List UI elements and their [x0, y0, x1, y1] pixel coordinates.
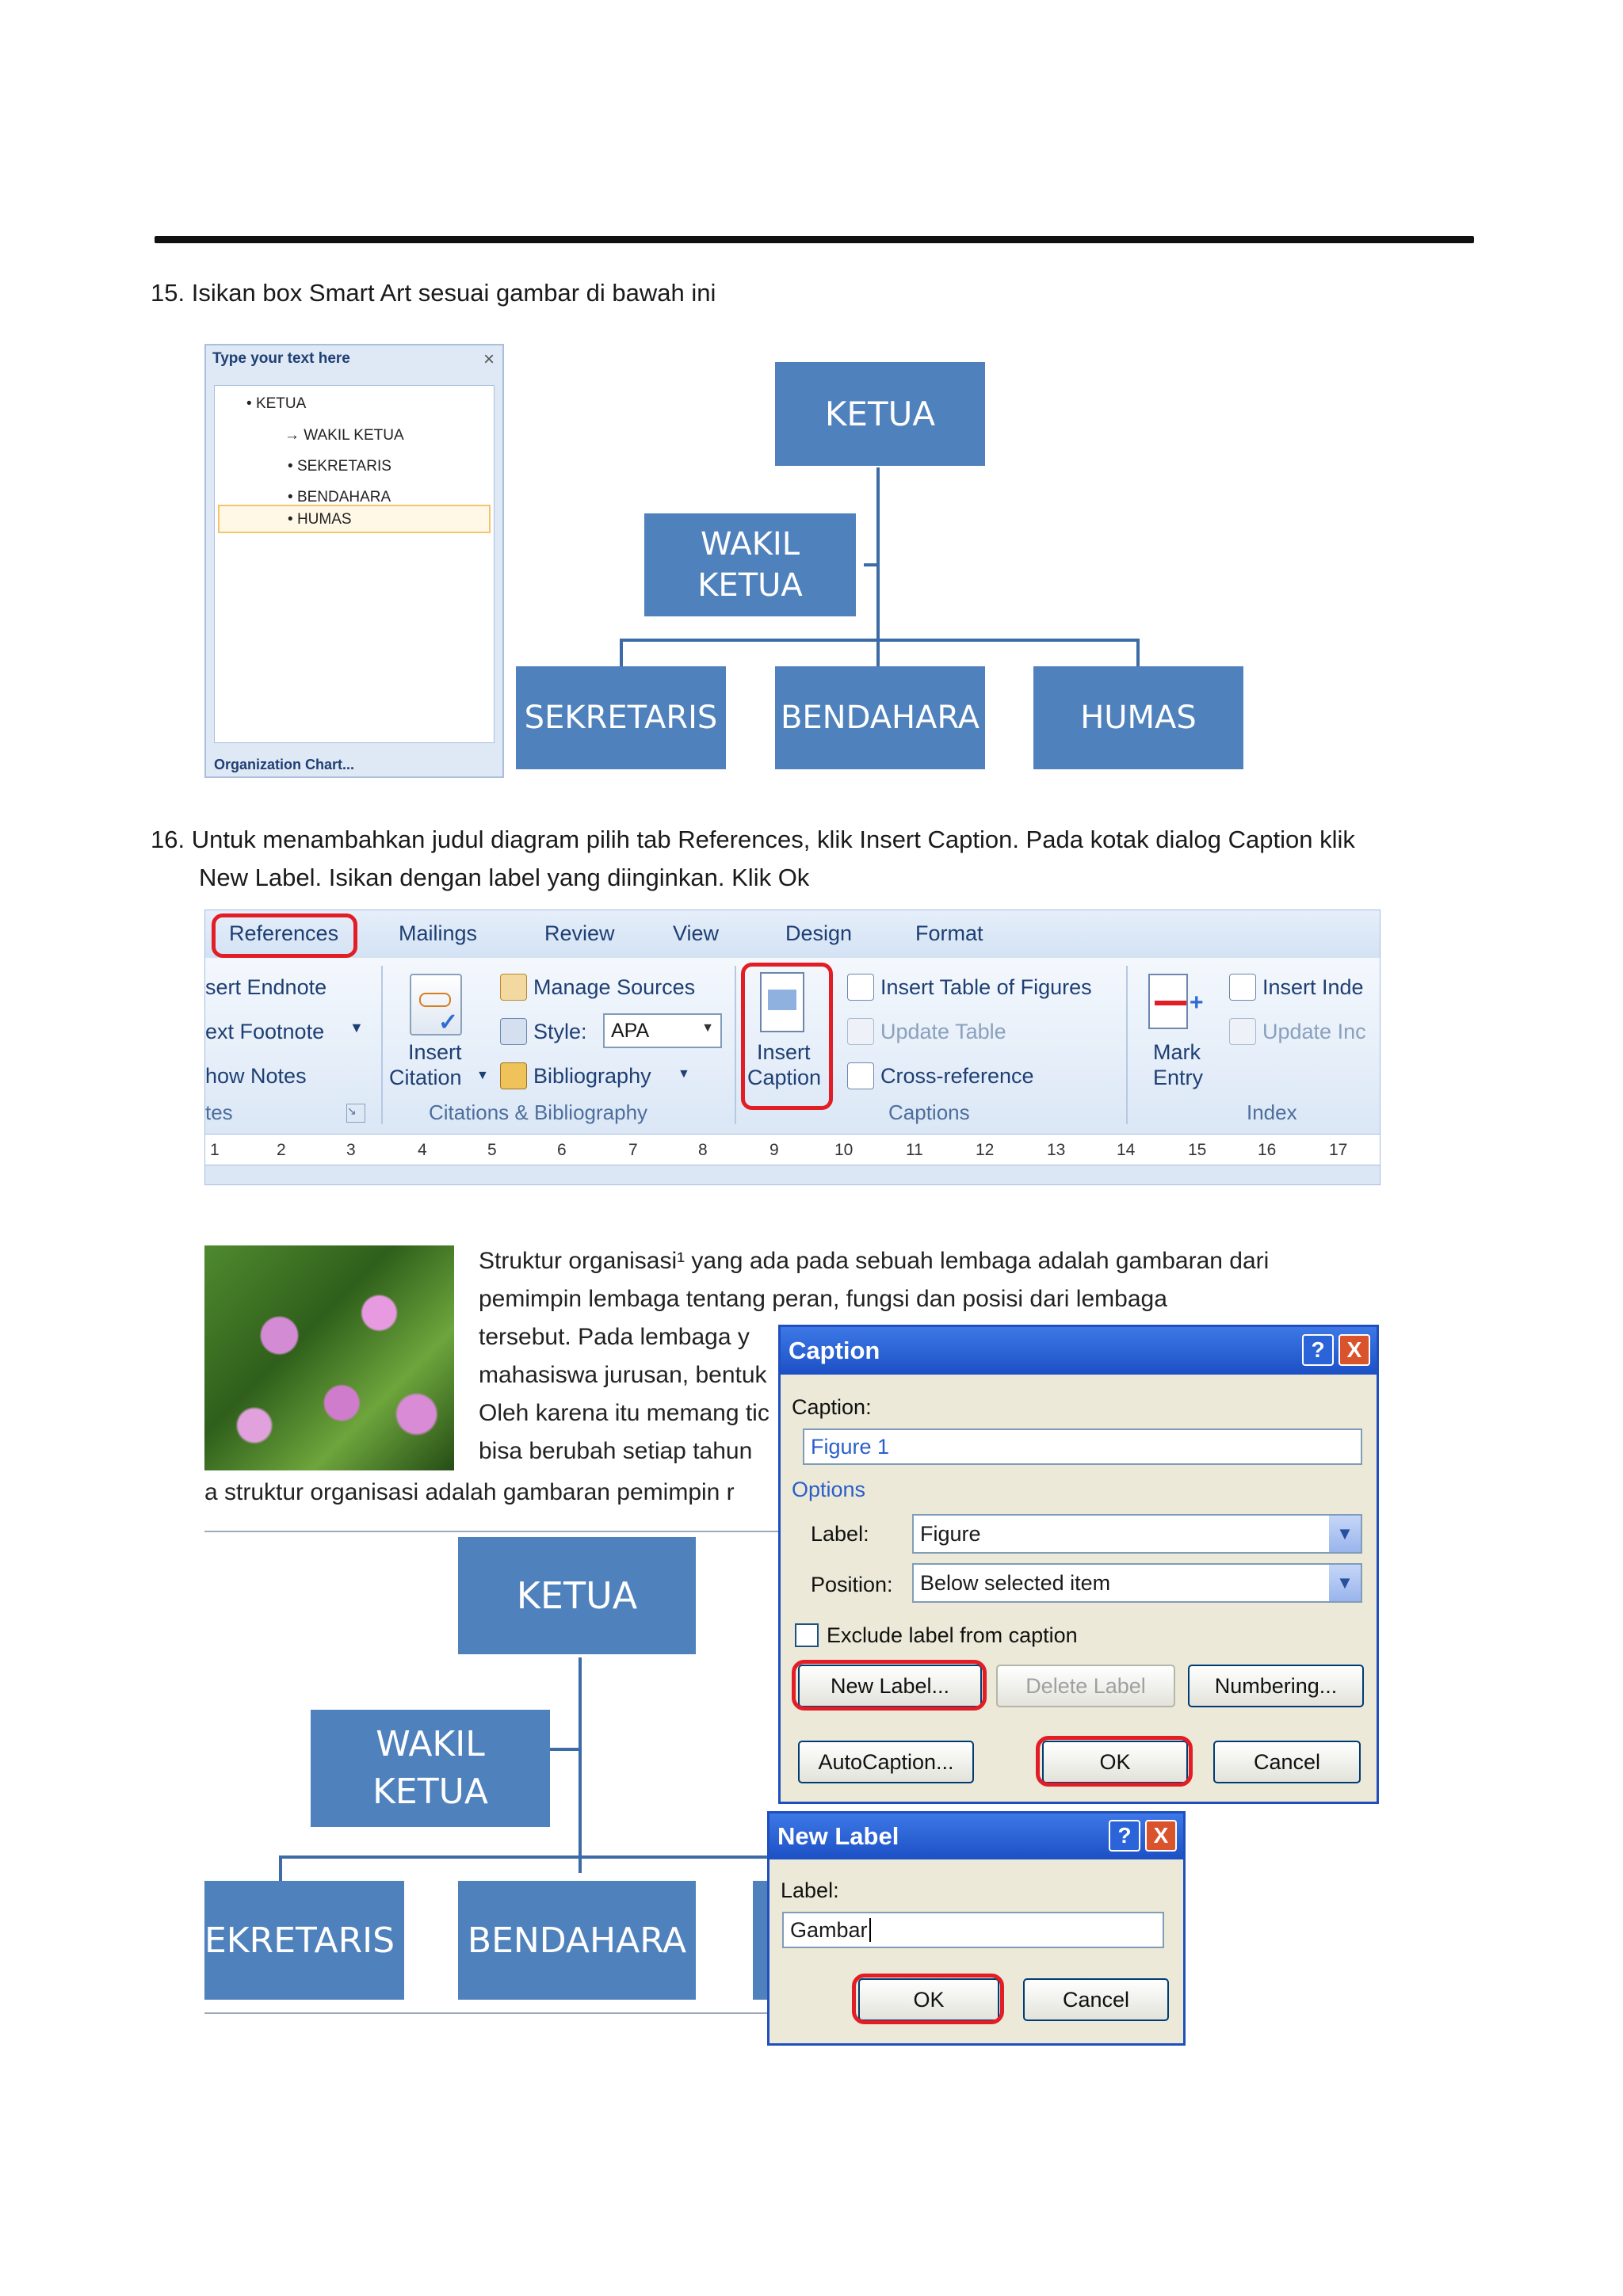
highlight-new-label [792, 1660, 987, 1711]
insert-caption-label[interactable]: Caption [747, 1066, 822, 1089]
chevron-down-icon[interactable]: ▼ [1329, 1565, 1361, 1601]
step-16-line2: New Label. Isikan dengan label yang diinginkan. Klik Ok [199, 864, 810, 891]
caption-field-label: Caption: [792, 1395, 872, 1419]
exclude-label-text: Exclude label from caption [827, 1623, 1078, 1647]
connector-line [620, 639, 1140, 642]
insert-endnote-button[interactable]: sert Endnote [205, 975, 327, 999]
exclude-label-checkbox[interactable] [795, 1623, 819, 1647]
highlight-insert-caption [741, 963, 833, 1110]
paragraph-line: Struktur organisasi¹ yang ada pada sebuah lembaga adalah gambaran dari [479, 1248, 1270, 1274]
caption-dialog-titlebar [781, 1327, 1377, 1375]
caption-dialog [778, 1325, 1379, 1804]
manage-sources-button[interactable]: Manage Sources [533, 975, 696, 999]
ruler-tick-label: 10 [834, 1141, 854, 1159]
connector-line [579, 1657, 582, 1873]
ruler-tick-label: 16 [1258, 1141, 1277, 1159]
ruler-tick-label: 12 [976, 1141, 995, 1159]
mark-entry-label[interactable]: Entry [1153, 1066, 1204, 1089]
step-15 [151, 274, 716, 312]
help-icon[interactable]: ? [1109, 1820, 1140, 1852]
chevron-down-icon[interactable]: ▼ [701, 1021, 714, 1035]
frame-border [204, 1531, 783, 1532]
chevron-down-icon[interactable]: ▼ [1329, 1516, 1361, 1552]
frame-border [204, 2012, 783, 2014]
table-of-figures-icon [847, 974, 874, 1001]
ruler-tick-label: 2 [277, 1141, 286, 1159]
caption-ok-button[interactable]: OK [1042, 1741, 1188, 1783]
highlight-new-label-ok [852, 1974, 1004, 2024]
label-dropdown[interactable] [912, 1514, 1362, 1554]
org-box-sekretaris[interactable]: SEKRETARIS [516, 666, 726, 769]
ruler-tick-label: 14 [1117, 1141, 1136, 1159]
org-box-wakil-ketua[interactable] [311, 1710, 550, 1827]
insert-caption-label[interactable]: Insert [757, 1040, 811, 1064]
ruler-tick-label: 5 [487, 1141, 497, 1159]
paragraph-line: tersebut. Pada lembaga y [479, 1324, 750, 1350]
highlight-references [212, 913, 357, 958]
list-item[interactable]: → WAKIL KETUA [285, 427, 404, 444]
caption-input[interactable]: Figure 1 [803, 1428, 1362, 1465]
update-index-button[interactable]: Update Inc [1262, 1020, 1366, 1043]
ruler-tick-label: 11 [906, 1141, 923, 1159]
connector-line [620, 639, 623, 667]
caption-cancel-button[interactable]: Cancel [1213, 1741, 1361, 1783]
mark-entry-icon [1148, 974, 1188, 1029]
list-item[interactable]: • HUMAS [288, 511, 352, 528]
connector-line [876, 639, 880, 667]
group-divider [1126, 966, 1128, 1124]
show-notes-button[interactable]: how Notes [205, 1064, 307, 1088]
insert-citation-label[interactable]: Citation [389, 1066, 462, 1089]
position-dropdown[interactable] [912, 1563, 1362, 1603]
new-label-cancel-button[interactable]: Cancel [1023, 1978, 1169, 2021]
new-label-input[interactable] [782, 1912, 1164, 1948]
numbering-button[interactable]: Numbering... [1188, 1665, 1364, 1707]
paragraph-line: mahasiswa jurusan, bentuk [479, 1362, 767, 1388]
tab-mailings[interactable]: Mailings [399, 921, 478, 945]
step-16-line1: Untuk menambahkan judul diagram pilih tab References, klik Insert Caption. Pada kotak dialog Caption klik [191, 826, 1355, 853]
connector-line [279, 1855, 783, 1859]
chevron-down-icon[interactable]: ▼ [678, 1067, 690, 1081]
tab-format[interactable]: Format [915, 921, 983, 945]
ruler-tick-label: 6 [557, 1141, 567, 1159]
org-box-label: WAKIL [700, 526, 800, 563]
citations-group-label: Citations & Bibliography [429, 1100, 648, 1124]
dialog-launcher-icon[interactable]: ↘ [346, 1104, 365, 1123]
close-icon[interactable]: X [1145, 1820, 1177, 1852]
help-icon[interactable]: ? [1302, 1334, 1334, 1366]
text-cursor [869, 1918, 871, 1942]
update-table-icon [847, 1018, 874, 1045]
paragraph-line: Oleh karena itu memang tic [479, 1400, 769, 1426]
new-label-button[interactable]: New Label... [798, 1665, 982, 1707]
insert-table-of-figures-button[interactable]: Insert Table of Figures [880, 975, 1092, 999]
insert-index-button[interactable]: Insert Inde [1262, 975, 1364, 999]
insert-citation-label[interactable]: Insert [408, 1040, 462, 1064]
step-15-number: 15. [151, 279, 185, 307]
style-label: Style: [533, 1020, 587, 1043]
ruler-tick-label: 7 [628, 1141, 638, 1159]
bibliography-icon [500, 1062, 527, 1089]
cross-reference-button[interactable]: Cross-reference [880, 1064, 1034, 1088]
list-item[interactable]: • KETUA [246, 395, 307, 412]
ruler-tick-label: 1 [210, 1141, 220, 1159]
label-dropdown-value: Figure [920, 1521, 981, 1546]
insert-index-icon [1229, 974, 1256, 1001]
bibliography-button[interactable]: Bibliography [533, 1064, 651, 1088]
dialog-title: New Label [777, 1822, 899, 1850]
connector-line [876, 467, 880, 640]
checkmark-icon: ✓ [438, 1009, 459, 1035]
org-box-label: WAKIL [376, 1724, 485, 1764]
options-group-label: Options [792, 1478, 866, 1501]
ribbon-tab-bar [205, 910, 1380, 958]
list-item-label: SEKRETARIS [296, 458, 391, 475]
list-item[interactable]: • SEKRETARIS [288, 458, 391, 475]
chevron-down-icon[interactable]: ▼ [476, 1069, 489, 1082]
paragraph-line: bisa berubah setiap tahun [479, 1438, 753, 1464]
group-divider [381, 966, 383, 1124]
next-footnote-button[interactable]: ext Footnote [205, 1020, 325, 1043]
new-label-ok-button[interactable]: OK [858, 1978, 999, 2021]
word-ribbon [204, 910, 1381, 1185]
tab-view[interactable]: View [673, 921, 720, 945]
update-table-button[interactable]: Update Table [880, 1020, 1006, 1043]
list-item-label: HUMAS [296, 511, 352, 528]
text-pane-title: Type your text here [212, 350, 350, 367]
org-box-ketua[interactable]: KETUA [458, 1537, 696, 1654]
label-field-label: Label: [811, 1522, 869, 1546]
connector-line [864, 563, 880, 566]
delete-label-button[interactable]: Delete Label [996, 1665, 1175, 1707]
red-bar-icon [1155, 1001, 1186, 1005]
smartart-text-pane [204, 344, 504, 778]
new-label-dialog [767, 1811, 1186, 2046]
connector-line [279, 1855, 282, 1884]
org-box-label: KETUA [372, 1772, 488, 1812]
ruler[interactable] [205, 1134, 1380, 1165]
text-pane-footer[interactable]: Organization Chart... [214, 757, 355, 772]
new-label-field-label: Label: [781, 1878, 839, 1902]
autocaption-button[interactable]: AutoCaption... [798, 1741, 974, 1783]
connector-line [1136, 639, 1140, 667]
ruler-tick-label: 17 [1329, 1141, 1348, 1159]
manage-sources-icon [500, 974, 527, 1001]
style-value: APA [611, 1019, 650, 1042]
ruler-tick-label: 4 [418, 1141, 427, 1159]
list-item-label: WAKIL KETUA [304, 427, 404, 444]
ruler-tick-label: 15 [1188, 1141, 1207, 1159]
org-box-ketua[interactable]: KETUA [775, 362, 985, 466]
ruler-tick-label: 9 [769, 1141, 779, 1159]
new-label-titlebar [769, 1814, 1183, 1859]
org-box-label: KETUA [697, 567, 803, 604]
highlight-caption-ok [1036, 1736, 1193, 1787]
water-lily-photo [204, 1245, 454, 1470]
list-item-label: BENDAHARA [296, 489, 391, 505]
citation-quote-icon [419, 993, 451, 1007]
update-index-icon [1229, 1018, 1256, 1045]
org-box-bendahara[interactable]: BENDAHARA [775, 666, 985, 769]
tab-review[interactable]: Review [544, 921, 615, 945]
insert-citation-icon [410, 974, 462, 1035]
tab-references[interactable]: References [229, 921, 339, 945]
close-icon[interactable]: X [1338, 1334, 1370, 1366]
close-icon[interactable]: × [483, 349, 495, 370]
position-field-label: Position: [811, 1573, 893, 1596]
captions-group-label: Captions [888, 1100, 970, 1124]
selected-line-highlight [218, 505, 491, 533]
mark-entry-label[interactable]: Mark [1153, 1040, 1201, 1064]
cross-reference-icon [847, 1062, 874, 1089]
ribbon-body [205, 958, 1380, 1132]
connector-line [547, 1748, 579, 1751]
document-line-bottom: a struktur organisasi adalah gambaran pemimpin r [204, 1479, 735, 1505]
ruler-tick-label: 3 [346, 1141, 356, 1159]
group-divider [735, 966, 736, 1124]
org-box-wakil-ketua[interactable] [644, 513, 856, 616]
org-box-sekretaris[interactable]: EKRETARIS [204, 1881, 404, 2000]
horizontal-rule [155, 236, 1474, 243]
paragraph-line: pemimpin lembaga tentang peran, fungsi dan posisi dari lembaga [479, 1286, 1167, 1312]
ruler-tick-label: 13 [1047, 1141, 1066, 1159]
dialog-title: Caption [789, 1337, 880, 1364]
list-item-label: KETUA [255, 395, 307, 412]
style-icon [500, 1018, 527, 1045]
style-dropdown[interactable] [603, 1013, 722, 1048]
position-dropdown-value: Below selected item [920, 1570, 1111, 1595]
plus-icon: + [1190, 990, 1204, 1016]
list-item[interactable]: • BENDAHARA [288, 489, 391, 505]
new-label-value: Gambar [790, 1917, 868, 1942]
ruler-tick-label: 8 [698, 1141, 708, 1159]
step-16-number: 16. [151, 826, 185, 853]
org-box-bendahara[interactable]: BENDAHARA [458, 1881, 696, 2000]
index-group-label: Index [1247, 1100, 1297, 1124]
footnotes-group-label: tes [205, 1100, 233, 1124]
step-16 [151, 821, 1502, 897]
text-pane-body[interactable] [214, 385, 495, 743]
tab-design[interactable]: Design [785, 921, 853, 945]
step-15-text: Isikan box Smart Art sesuai gambar di bawah ini [191, 279, 716, 307]
chevron-down-icon[interactable]: ▼ [349, 1020, 364, 1035]
org-box-humas[interactable]: HUMAS [1033, 666, 1243, 769]
